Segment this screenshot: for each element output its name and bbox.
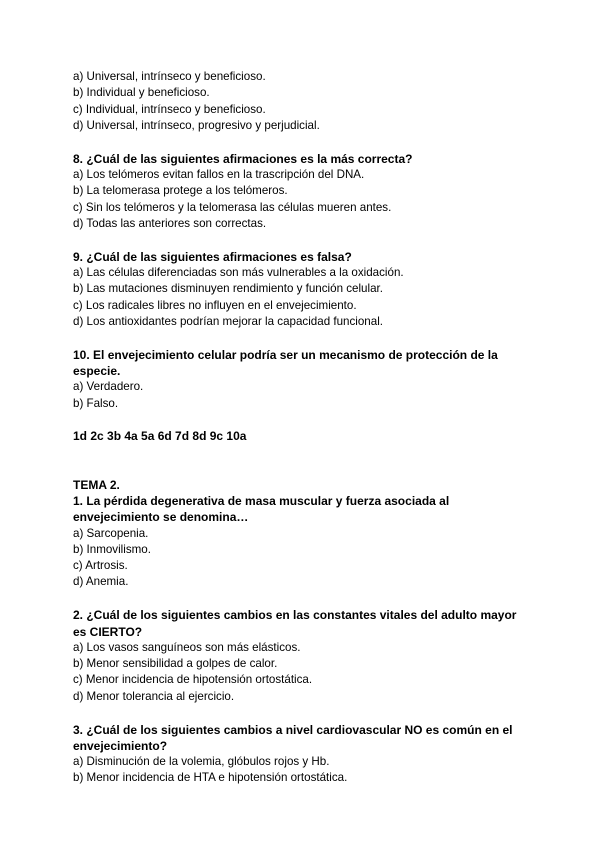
- option-b: b) La telomerasa protege a los telómeros.: [73, 184, 288, 198]
- spacer: [73, 705, 553, 722]
- question-1-text-line1: 1. La pérdida degenerativa de masa muscular y fuerza asociada al: [73, 493, 450, 508]
- question-block-t2-2: [73, 607, 553, 705]
- option-a: a) Verdadero.: [73, 380, 144, 394]
- spacer: [73, 134, 553, 151]
- spacer: [73, 412, 553, 429]
- option-a: a) Las células diferenciadas son más vulnerables a la oxidación.: [73, 265, 404, 279]
- question-2-text-line2: es CIERTO?: [73, 624, 143, 639]
- option-a: a) Disminución de la volemia, glóbulos rojos y Hb.: [73, 755, 330, 769]
- option-c: c) Sin los telómeros y la telomerasa las células mueren antes.: [73, 200, 392, 214]
- spacer: [73, 232, 553, 249]
- question-block-9: [73, 249, 553, 330]
- spacer: [73, 591, 553, 608]
- option-c: c) Artrosis.: [73, 559, 128, 573]
- option-a: a) Los telómeros evitan fallos en la trascripción del DNA.: [73, 167, 365, 181]
- question-2-text-line1: 2. ¿Cuál de los siguientes cambios en las constantes vitales del adulto mayor: [73, 608, 517, 623]
- option-c: c) Los radicales libres no influyen en el envejecimiento.: [73, 298, 357, 312]
- question-10-text-line2: especie.: [73, 363, 121, 378]
- option-d: d) Universal, intrínseco, progresivo y perjudicial.: [73, 118, 320, 132]
- question-1-text-line2: envejecimiento se denomina…: [73, 510, 249, 525]
- option-b: b) Falso.: [73, 396, 119, 410]
- option-b: b) Menor incidencia de HTA e hipotensión ortostática.: [73, 771, 348, 785]
- section-title: TEMA 2.: [73, 477, 120, 492]
- option-c: c) Menor incidencia de hipotensión ortostática.: [73, 673, 313, 687]
- option-d: d) Los antioxidantes podrían mejorar la capacidad funcional.: [73, 314, 384, 328]
- option-d: d) Anemia.: [73, 575, 129, 589]
- question-block-8: [73, 151, 553, 232]
- question-block-t2-3: [73, 722, 553, 787]
- option-a: a) Los vasos sanguíneos son más elásticos.: [73, 640, 301, 654]
- option-b: b) Menor sensibilidad a golpes de calor.: [73, 657, 278, 671]
- answer-key: 1d 2c 3b 4a 5a 6d 7d 8d 9c 10a: [73, 429, 247, 444]
- question-8-text: 8. ¿Cuál de las siguientes afirmaciones es la más correcta?: [73, 151, 413, 166]
- option-b: b) Las mutaciones disminuyen rendimiento y función celular.: [73, 282, 383, 296]
- question-block-10: [73, 347, 553, 412]
- question-9-text: 9. ¿Cuál de las siguientes afirmaciones es falsa?: [73, 249, 352, 264]
- question-3-text-line2: envejecimiento?: [73, 738, 168, 753]
- option-a: a) Universal, intrínseco y beneficioso.: [73, 70, 266, 83]
- option-c: c) Individual, intrínseco y beneficioso.: [73, 102, 266, 116]
- option-b: b) Inmovilismo.: [73, 542, 151, 556]
- spacer: [73, 445, 553, 477]
- option-d: d) Todas las anteriores son correctas.: [73, 216, 267, 230]
- option-a: a) Sarcopenia.: [73, 526, 149, 540]
- question-block-t2-1: [73, 493, 553, 591]
- question-10-text-line1: 10. El envejecimiento celular podría ser un mecanismo de protección de la: [73, 347, 498, 362]
- spacer: [73, 330, 553, 347]
- question-block-7-options: [73, 69, 553, 134]
- document-page: [73, 69, 553, 787]
- option-d: d) Menor tolerancia al ejercicio.: [73, 689, 235, 703]
- option-b: b) Individual y beneficioso.: [73, 86, 210, 100]
- question-3-text-line1: 3. ¿Cuál de los siguientes cambios a nivel cardiovascular NO es común en el: [73, 722, 513, 737]
